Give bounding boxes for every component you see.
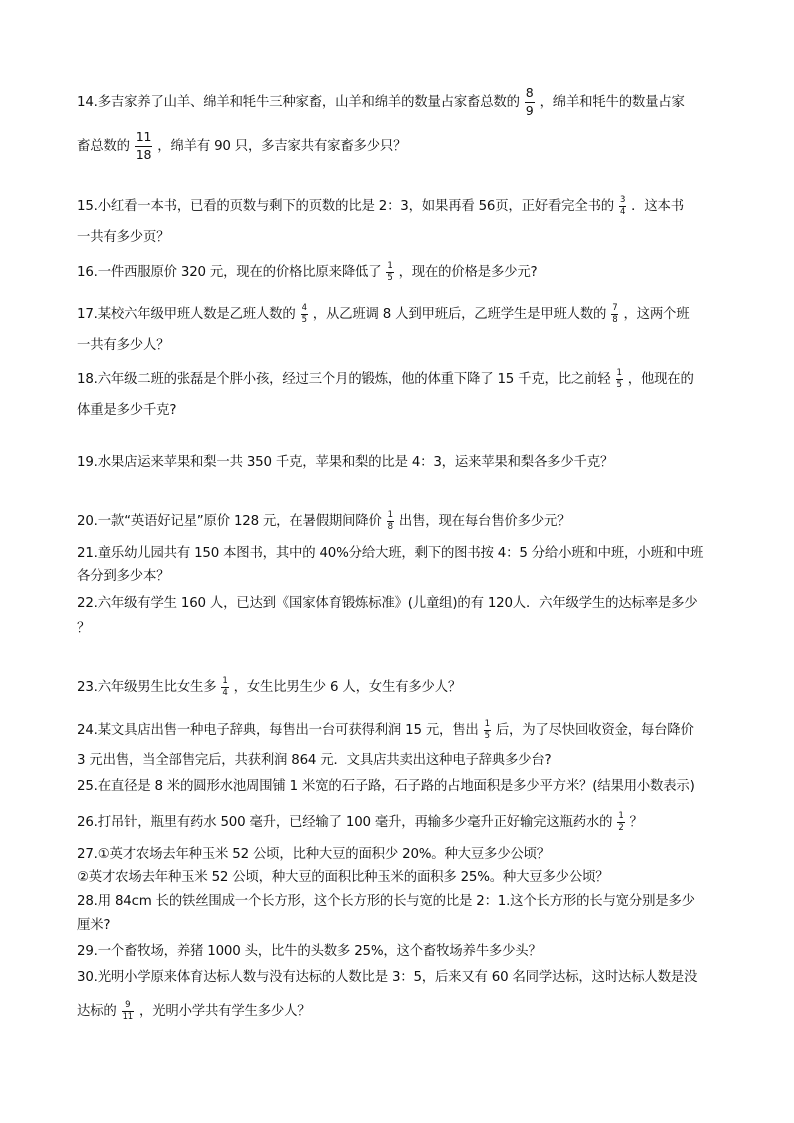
problem-24-text: 后，为了尽快回收资金，每台降价 xyxy=(495,723,694,738)
fraction-1-4: $\frac{1}{4}$ xyxy=(222,676,228,698)
problem-24-line-2 xyxy=(77,751,551,771)
problem-23-text: 23.六年级男生比女生多 xyxy=(77,680,217,695)
problem-30-text: 30.光明小学原来体育达标人数与没有达标的人数比是 3：5，后来又有 60 名同学达标，这时达标人数是没 xyxy=(77,970,698,985)
problem-27-text: 27.①英才农场去年种玉米 52 公顷，比种大豆的面积少 20%。种大豆多少公顷？ xyxy=(77,847,550,862)
problem-25-text: 25.在直径是 8 米的圆形水池周围铺 1 米宽的石子路，石子路的占地面积是多少平方米？(结果用小数表示) xyxy=(77,779,695,794)
problem-18-text: 体重是多少千克? xyxy=(77,403,177,418)
problem-24-text: 24.某文具店出售一种电子辞典，每售出一台可获得利润 15 元，售出 xyxy=(77,723,479,738)
problem-23 xyxy=(77,677,461,698)
problem-14-text: 14.多吉家养了山羊、绵羊和牦牛三种家畜，山羊和绵羊的数量占家畜总数的 xyxy=(77,95,520,110)
problem-26 xyxy=(77,812,643,833)
problem-28-line-1 xyxy=(77,892,695,912)
problem-16 xyxy=(77,262,537,283)
problem-25 xyxy=(77,777,695,797)
problem-23-text: ，女生比男生少 6 人，女生有多少人？ xyxy=(233,680,462,695)
problem-22-line-1 xyxy=(77,594,697,614)
problem-15-text: ．这本书 xyxy=(631,199,684,214)
problem-27-line-2 xyxy=(77,868,608,888)
fraction-1-5: $\frac{1}{5}$ xyxy=(484,719,490,741)
problem-18-text: 18.六年级二班的张磊是个胖小孩，经过三个月的锻炼，他的体重下降了 15 千克，比之前轻 xyxy=(77,372,611,387)
problem-27-text: ②英才农场去年种玉米 52 公顷，种大豆的面积比种玉米的面积多 25%。种大豆多少公顷？ xyxy=(77,870,609,885)
problem-21-text: 各分到多少本？ xyxy=(77,569,170,584)
problem-28-text: 28.用 84cm 长的铁丝围成一个长方形，这个长方形的长与宽的比是 2：1.这个长方形的长与宽分别是多少 xyxy=(77,894,695,909)
problem-15-line-1 xyxy=(77,196,684,217)
problem-17-line-1 xyxy=(77,304,689,325)
problem-19 xyxy=(77,453,613,473)
problem-30-text: 达标的 xyxy=(77,1004,117,1019)
fraction-1-5: $\frac{1}{5}$ xyxy=(387,261,393,283)
problem-19-text: 19.水果店运来苹果和梨一共 350 千克，苹果和梨的比是 4：3，运来苹果和梨各多少千克？ xyxy=(77,455,614,470)
problem-24-text: 3 元出售，当全部售完后，共获利润 864 元．文具店共卖出这种电子辞典多少台? xyxy=(77,753,552,768)
problem-15-text: 一共有多少页？ xyxy=(77,230,170,245)
problem-29 xyxy=(77,942,542,962)
problem-14-line-1 xyxy=(77,87,685,117)
problem-20-text: 20.一款“英语好记星”原价 128 元，在暑假期间降价 xyxy=(77,514,382,529)
problem-16-text: ，现在的价格是多少元? xyxy=(398,265,538,280)
problem-17-text: ，这两个班 xyxy=(623,307,690,322)
problem-17-text: ，从乙班调 8 人到甲班后，乙班学生是甲班人数的 xyxy=(312,307,607,322)
problem-21-line-1 xyxy=(77,544,703,564)
problem-18-line-2 xyxy=(77,401,176,421)
problem-30-line-2 xyxy=(77,1001,310,1022)
problem-18-text: ，他现在的 xyxy=(627,372,694,387)
problem-16-text: 16.一件西服原价 320 元，现在的价格比原来降低了 xyxy=(77,265,382,280)
problem-28-line-2 xyxy=(77,916,110,936)
fraction-1-5: $\frac{1}{5}$ xyxy=(616,368,622,390)
problem-15-text: 15.小红看一本书，已看的页数与剩下的页数的比是 2：3，如果再看 56页，正好看完全书的 xyxy=(77,199,614,214)
fraction-1-2: $\frac{1}{2}$ xyxy=(618,811,624,833)
problem-17-line-2 xyxy=(77,336,169,356)
problem-14-text: ，绵羊和牦牛的数量占家 xyxy=(539,95,685,110)
problem-20 xyxy=(77,511,570,532)
problem-27-line-1 xyxy=(77,845,550,865)
problem-14-line-2 xyxy=(77,131,406,161)
problem-22-text: 22.六年级有学生 160 人，已达到《国家体育锻炼标准》(儿童组)的有 120人．六年级学生的达标率是多少 xyxy=(77,596,698,611)
problem-22-line-2 xyxy=(77,619,90,639)
problem-17-text: 17.某校六年级甲班人数是乙班人数的 xyxy=(77,307,296,322)
problem-17-text: 一共有多少人？ xyxy=(77,338,170,353)
fraction-9-11: $\frac{9}{11}$ xyxy=(122,1000,133,1022)
problem-14-text: 畜总数的 xyxy=(77,139,130,154)
fraction-1-8: $\frac{1}{8}$ xyxy=(387,510,393,532)
problem-21-text: 21.童乐幼儿园共有 150 本图书，其中的 40%分给大班，剩下的图书按 4：5 分给小班和中班，小班和中班 xyxy=(77,546,704,561)
problem-26-text: ？ xyxy=(629,815,643,830)
problem-29-text: 29.一个畜牧场，养猪 1000 头，比牛的头数多 25%，这个畜牧场养牛多少头？ xyxy=(77,944,542,959)
problem-14-text: ，绵羊有 90 只，多吉家共有家畜多少只？ xyxy=(157,139,407,154)
problem-30-text: ，光明小学共有学生多少人？ xyxy=(139,1004,311,1019)
problem-26-text: 26.打吊针，瓶里有药水 500 毫升，已经输了 100 毫升，再输多少毫升正好输完这瓶药水的 xyxy=(77,815,613,830)
problem-28-text: 厘米? xyxy=(77,918,111,933)
problem-24-line-1 xyxy=(77,720,694,741)
problem-15-line-2 xyxy=(77,228,169,248)
problem-18-line-1 xyxy=(77,369,694,390)
problem-21-line-2 xyxy=(77,567,169,587)
fraction-3-4: $\frac{3}{4}$ xyxy=(619,195,626,217)
fraction-8-9: $\frac{8}{9}$ xyxy=(525,85,534,118)
problem-20-text: 出售，现在每台售价多少元？ xyxy=(398,514,571,529)
fraction-7-8: $\frac{7}{8}$ xyxy=(612,303,618,325)
problem-30-line-1 xyxy=(77,968,697,988)
fraction-11-18: $\frac{11}{18}$ xyxy=(135,129,152,162)
problem-22-text: ？ xyxy=(77,621,91,636)
fraction-4-5: $\frac{4}{5}$ xyxy=(301,303,307,325)
